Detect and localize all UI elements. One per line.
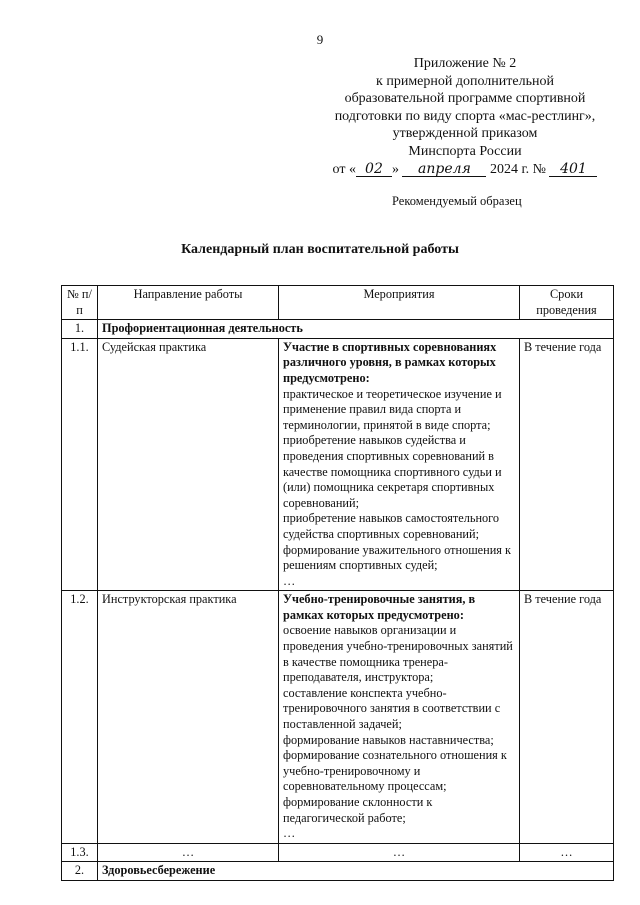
row-terms: … [520, 843, 614, 862]
header-direction: Направление работы [98, 286, 279, 320]
header-events: Мероприятия [279, 286, 520, 320]
header-num: № п/п [62, 286, 98, 320]
order-year: 2024 г. № [489, 161, 546, 177]
event-item: составление конспекта учебно-тренировочного занятия в соответствии с поставленной задачей; [283, 685, 501, 732]
order-number: 401 [549, 162, 597, 177]
row-events [279, 338, 520, 591]
order-line [300, 161, 630, 179]
order-day: 02 [356, 162, 392, 177]
event-item: приобретение навыков самостоятельного судейства спортивных соревнований; [283, 511, 500, 541]
events-heading: Учебно-тренировочные занятия, в рамках которых предусмотрено: [283, 592, 476, 622]
header-terms: Сроки проведения [520, 286, 614, 320]
event-item: … [283, 573, 296, 588]
row-num: 1.1. [62, 338, 98, 591]
row-direction: … [98, 843, 279, 862]
table-header-row [62, 286, 614, 320]
row-terms: В течение года [520, 338, 614, 591]
section-row [62, 862, 614, 881]
row-events: … [279, 843, 520, 862]
section-title: Профориентационная деятельность [98, 320, 614, 339]
section-num: 1. [62, 320, 98, 339]
appendix-line: к примерной дополнительной [376, 73, 554, 89]
plan-table [61, 285, 614, 881]
order-month: апреля [402, 162, 486, 177]
row-direction: Инструкторская практика [98, 591, 279, 844]
appendix-line: образовательной программе спортивной [344, 91, 586, 107]
order-prefix: от « [332, 161, 356, 177]
event-item: формирование сознательного отношения к учебно-тренировочному и соревновательному процессам; [283, 748, 507, 794]
row-direction: Судейская практика [98, 338, 279, 591]
table-row [62, 338, 614, 591]
event-item: приобретение навыков судейства и проведения спортивных соревнований в качестве помощника спортивного судьи и (или) помощника секретаря спортивных соревнований; [283, 433, 502, 510]
events-heading: Участие в спортивных соревнованиях различного уровня, в рамках которых предусмотрено: [283, 339, 497, 385]
event-item: формирование уважительного отношения к решениям спортивных судей; [283, 542, 512, 573]
order-mid: » [391, 161, 399, 177]
recommended-sample-label: Рекомендуемый образец [392, 194, 522, 208]
appendix-line: Минспорта России [408, 143, 522, 159]
appendix-line: Приложение № 2 [413, 56, 517, 71]
row-terms: В течение года [520, 591, 614, 844]
section-num: 2. [62, 862, 98, 881]
appendix-block [300, 55, 630, 178]
table-row [62, 591, 614, 844]
page-number: 9 [316, 32, 324, 47]
appendix-line: утвержденной приказом [392, 126, 538, 142]
row-events [279, 591, 520, 844]
table-row [62, 843, 614, 862]
event-item: формирование навыков наставничества; [283, 732, 494, 747]
event-item: … [283, 826, 296, 841]
row-num: 1.3. [62, 843, 98, 862]
event-item: формирование склонности к педагогической работе; [283, 795, 433, 825]
event-item: практическое и теоретическое изучение и применение правил вида спорта и терминологии, принятой в виде спорта; [283, 386, 502, 432]
section-row [62, 320, 614, 339]
document-title: Календарный план воспитательной работы [181, 242, 459, 257]
section-title: Здоровьесбережение [98, 862, 614, 881]
appendix-line: подготовки по виду спорта «мас-рестлинг», [334, 108, 596, 124]
event-item: освоение навыков организации и проведения учебно-тренировочных занятий в качестве помощника тренера-преподавателя, инструктора; [283, 623, 513, 685]
row-num: 1.2. [62, 591, 98, 844]
